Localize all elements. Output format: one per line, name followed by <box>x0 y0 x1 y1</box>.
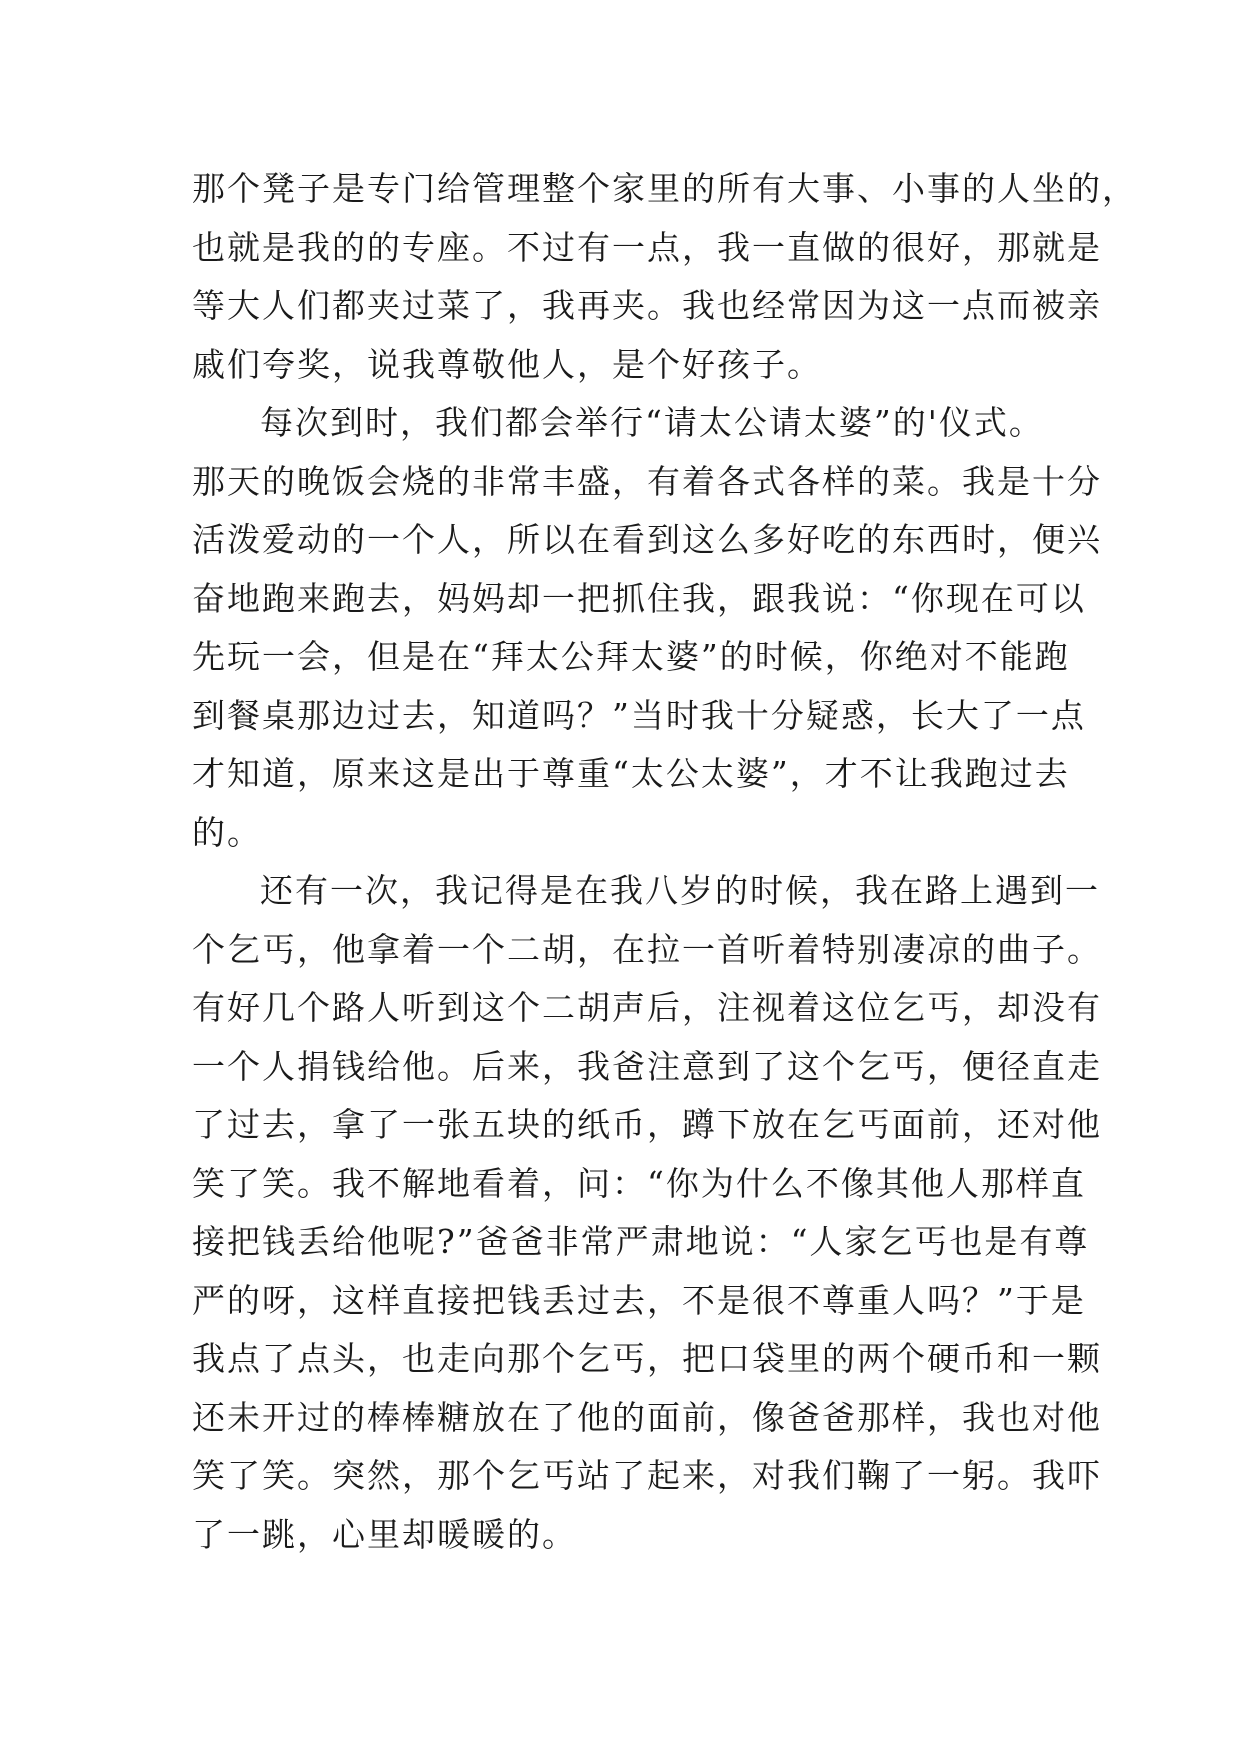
text-line: 奋地跑来跑去，妈妈却一把抓住我，跟我说：“你现在可以 <box>192 578 1086 618</box>
text-line: 活泼爱动的一个人，所以在看到这么多好吃的东西时，便兴 <box>192 520 1102 559</box>
text-line: 的。 <box>192 812 262 852</box>
text-line: 那天的晚饭会烧的非常丰盛，有着各式各样的菜。我是十分 <box>192 461 1102 501</box>
text-line: 先玩一会，但是在“拜太公拜太婆”的时候，你绝对不能跑 <box>192 637 1070 676</box>
paragraph-start-line: 每次到时，我们都会举行“请太公请太婆”的'仪式。 <box>260 403 1044 442</box>
text-line: 笑了笑。突然，那个乞丐站了起来，对我们鞠了一躬。我吓 <box>192 1456 1102 1495</box>
text-line: 那个凳子是专门给管理整个家里的所有大事、小事的人坐的， <box>192 169 1137 208</box>
text-line: 接把钱丢给他呢?”爸爸非常严肃地说：“人家乞丐也是有尊 <box>192 1222 1090 1261</box>
paragraph-start-line: 还有一次，我记得是在我八岁的时候，我在路上遇到一 <box>260 871 1100 910</box>
text-line: 个乞丐，他拿着一个二胡，在拉一首听着特别凄凉的曲子。 <box>192 929 1102 969</box>
text-line: 笑了笑。我不解地看着，问：“你为什么不像其他人那样直 <box>192 1163 1086 1203</box>
body-text <box>192 160 1137 1564</box>
text-line: 了过去，拿了一张五块的纸币，蹲下放在乞丐面前，还对他 <box>192 1105 1102 1144</box>
text-line: 有好几个路人听到这个二胡声后，注视着这位乞丐，却没有 <box>192 988 1102 1027</box>
text-line: 了一跳，心里却暖暖的。 <box>192 1514 577 1554</box>
text-line: 还未开过的棒棒糖放在了他的面前，像爸爸那样，我也对他 <box>192 1397 1102 1437</box>
text-line: 严的呀，这样直接把钱丢过去，不是很不尊重人吗？”于是 <box>192 1280 1086 1320</box>
text-line: 到餐桌那边过去，知道吗？”当时我十分疑惑，长大了一点 <box>192 695 1086 735</box>
text-line: 也就是我的的专座。不过有一点，我一直做的很好，那就是 <box>192 227 1102 267</box>
text-line: 才知道，原来这是出于尊重“太公太婆”，才不让我跑过去 <box>192 754 1070 793</box>
text-line: 我点了点头，也走向那个乞丐，把口袋里的两个硬币和一颗 <box>192 1339 1102 1378</box>
text-line: 戚们夸奖，说我尊敬他人，是个好孩子。 <box>192 344 822 384</box>
text-line: 等大人们都夹过菜了，我再夹。我也经常因为这一点而被亲 <box>192 286 1102 325</box>
text-line: 一个人捐钱给他。后来，我爸注意到了这个乞丐，便径直走 <box>192 1046 1102 1086</box>
